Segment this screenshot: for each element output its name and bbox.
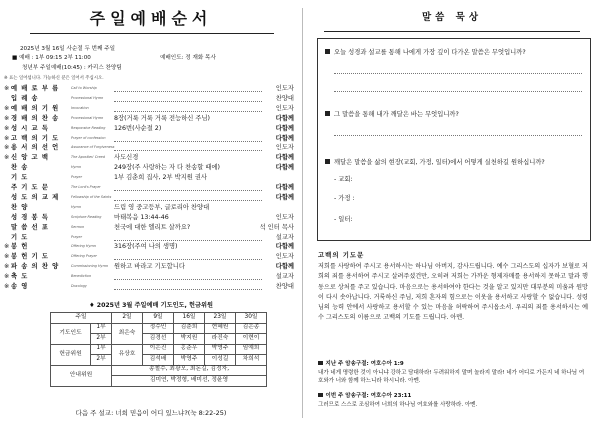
table-cell: 김미연, 박정형, 배미선, 정윤영 xyxy=(112,376,267,387)
order-item-english: Scripture Reading xyxy=(71,214,102,219)
order-item-english: Responsive Reading xyxy=(71,125,106,130)
table-header-row xyxy=(51,313,267,324)
table-header-cell: 30일 xyxy=(236,313,267,324)
table-row xyxy=(51,365,267,376)
church-answer[interactable] xyxy=(334,177,353,183)
order-item xyxy=(4,116,300,124)
order-item-name: 성 경 봉 독 xyxy=(11,213,49,221)
order-item-name: 예 배 로 부 름 xyxy=(11,85,60,92)
table-cell: 이성길 xyxy=(205,355,236,366)
home-label: - 가정 : xyxy=(334,195,355,202)
youth-service-line: 청년부 주일예배(10:45) : 카리스 찬양팀 xyxy=(22,65,122,71)
order-item-leader: 석 인터 목사 xyxy=(259,223,294,231)
service-times: ■ 예배 : 1부 09:15 2부 11:00 xyxy=(12,55,91,61)
part-label: 2부 xyxy=(91,334,112,345)
table-cell: 홍준우 xyxy=(174,344,205,355)
table-header-cell: 2일 xyxy=(112,313,143,324)
order-item-name: 봉 헌 기 도 xyxy=(11,253,49,261)
confession-prayer-title: 고백의 기도문 xyxy=(318,251,365,259)
table-cell: 김은종 xyxy=(236,323,267,334)
order-item-name: 말 씀 선 포 xyxy=(11,223,49,231)
order-item-name: 기 도 xyxy=(11,233,29,241)
order-item-english: Processional Hymn xyxy=(71,115,104,120)
dotted-leader xyxy=(114,150,262,151)
square-bullet-icon xyxy=(318,361,323,366)
table-cell: 이은진 xyxy=(143,344,174,355)
answer-line[interactable] xyxy=(334,73,582,74)
this-week-verse-text: 그러므로 스스로 조심하여 너희의 하나님 여호와를 사랑하라. 아멘. xyxy=(318,401,478,408)
meditation-divider xyxy=(324,31,580,32)
order-item-mark: ※ xyxy=(4,243,10,251)
order-item-content: 마태복음 13:44-46 xyxy=(114,213,169,221)
confession-prayer-text: 저희를 사랑하여 주시고 용서하시는 하나님 아버지, 감사드립니다. 예수 그리스도의 십자가 보혈로 저희의 죄를 용서하여 주시고 살려주셨건만, 오히려 저희는 가까운 형제자매를 용서하지 못하고 말과 행동으로 상처를 주고 있습니다. 마음으로는 용서하여야 한다는 것을 알고 있지만 대부분의 미움과 원망이 다시 솟아납니다. 거룩하신 주님, 저희 혼자의 힘으로는 이웃을 용서하고 사랑할 수 없습니다. 성령님의 능력 안에서 사랑하고 용서할 수 있는 마음을 허락하여 주시옵소서. 우리의 죄를 용서하시는 예수 그리스도의 이름으로 고백의 기도를 드립니다. 아멘. xyxy=(318,263,588,322)
order-item-leader: 설교자 xyxy=(275,273,294,281)
table-cell: 김춘희 xyxy=(174,323,205,334)
order-item-leader: 다함께 xyxy=(275,134,294,142)
order-item-english: Prayer of confession xyxy=(71,135,106,140)
order-item-english: The Apostles' Creed xyxy=(71,155,105,160)
meditation-box xyxy=(317,38,591,241)
order-item xyxy=(4,126,300,134)
order-item-leader: 다함께 xyxy=(275,154,294,162)
work-answer[interactable] xyxy=(334,217,353,223)
question-2-text: 그 말씀을 통해 내가 깨달은 바는 무엇입니까? xyxy=(334,111,459,118)
order-item xyxy=(4,155,300,163)
order-item-name: 용 서 의 선 언 xyxy=(11,144,60,152)
work-label: - 일터: xyxy=(334,216,353,223)
table-cell: 차희석 xyxy=(236,355,267,366)
column-divider xyxy=(302,8,303,418)
meditation-title: 말씀 묵상 xyxy=(421,12,482,23)
dotted-leader xyxy=(114,101,262,102)
order-item xyxy=(4,264,300,272)
table-header-cell: 9일 xyxy=(143,313,174,324)
order-item-leader: 다함께 xyxy=(275,124,294,132)
last-week-verse-head xyxy=(318,360,588,369)
table-cell: 박영주 xyxy=(205,344,236,355)
order-item-mark: ※ xyxy=(4,85,10,92)
question-2 xyxy=(325,111,459,118)
order-item-english: Offering Hymn xyxy=(71,244,96,249)
order-item-leader: 다함께 xyxy=(275,164,294,172)
order-item xyxy=(4,284,300,292)
order-item-content: 원하고 바라고 기도합니다 xyxy=(114,263,185,271)
order-item-english: Assurance of Forgiveness xyxy=(71,145,115,150)
order-item-leader: 다함께 xyxy=(275,243,294,251)
order-item-mark: ※ xyxy=(4,114,10,122)
answer-line[interactable] xyxy=(334,135,582,136)
order-item-mark: ※ xyxy=(4,253,10,261)
order-item-name: 예 배 의 기 원 xyxy=(11,104,60,112)
verse-head: 지난 주 암송구절: 여호수아 1:9 xyxy=(325,361,404,367)
order-item xyxy=(4,96,300,104)
square-bullet-icon xyxy=(325,49,330,54)
table-cell: 유상호 xyxy=(112,344,143,365)
order-item xyxy=(4,205,300,213)
table-cell: 김석배 xyxy=(143,355,174,366)
order-item xyxy=(4,254,300,262)
dotted-leader xyxy=(114,259,262,260)
meditation-panel xyxy=(304,0,600,423)
order-item-english: Commissioning Hymn xyxy=(71,264,109,269)
dotted-leader xyxy=(114,91,262,92)
last-week-verse xyxy=(318,360,588,386)
dotted-leader xyxy=(114,141,262,142)
table-header-cell: 주일 xyxy=(51,313,112,324)
order-item-leader: 인도자 xyxy=(275,253,294,261)
answer-line[interactable] xyxy=(334,91,582,92)
order-item-leader: 인도자 xyxy=(275,144,294,152)
order-item-leader: 다함께 xyxy=(275,263,294,271)
order-item-english: Invocation xyxy=(71,105,89,110)
order-item-english: Offering Prayer xyxy=(71,254,97,259)
order-item-name: 입 례 송 xyxy=(11,94,39,102)
part-label: 1부 xyxy=(91,323,112,334)
table-cell: 박지원 xyxy=(174,334,205,345)
table-cell: 송철수, 최광오, 최돈길, 김정자, xyxy=(112,365,267,376)
order-item xyxy=(4,136,300,144)
order-item-content: 8장(거룩 거룩 거룩 전능하신 주님) xyxy=(114,114,211,122)
standing-notice: ※ 표는 일어섭니다. 가능하신 분은 일어서 주십시오. xyxy=(4,76,104,81)
table-cell: 정수민 xyxy=(143,323,174,334)
home-answer[interactable] xyxy=(334,196,355,202)
order-item-english: The Lord's Prayer xyxy=(71,185,101,189)
order-item-english: Hymn xyxy=(71,165,82,170)
order-item-name: 축 도 xyxy=(11,273,29,281)
order-item xyxy=(4,165,300,173)
page-title: 주일예배순서 xyxy=(89,9,213,28)
dotted-leader xyxy=(114,279,262,280)
order-item-mark: ※ xyxy=(4,124,10,132)
question-1-text: 오늘 성경과 설교를 통해 나에게 가장 깊이 다가온 말씀은 무엇입니까? xyxy=(334,49,526,56)
order-item-name: 고 백 의 기 도 xyxy=(11,134,60,142)
order-item xyxy=(4,145,300,153)
order-item-english: Benediction xyxy=(71,274,92,279)
church-label: - 교회: xyxy=(334,176,353,183)
square-bullet-icon xyxy=(325,159,330,164)
order-item xyxy=(4,274,300,282)
order-item xyxy=(4,215,300,223)
prayer-offering-schedule xyxy=(50,312,267,387)
dotted-leader xyxy=(114,289,262,290)
order-item xyxy=(4,225,300,233)
order-item xyxy=(4,86,300,94)
order-item-name: 성 시 교 독 xyxy=(11,124,49,132)
order-item-english: Doxology xyxy=(71,284,87,288)
order-item xyxy=(4,244,300,252)
order-item-english: Prayer xyxy=(71,234,83,239)
square-bullet-icon xyxy=(325,111,330,116)
table-row xyxy=(51,344,267,355)
order-item-leader: 찬양대 xyxy=(275,94,294,102)
order-item xyxy=(4,185,300,193)
order-item xyxy=(4,175,300,183)
row-label: 헌금위원 xyxy=(51,344,91,365)
order-item-content: 316장(주여 나의 생명) xyxy=(114,243,178,251)
order-item-leader: 다함께 xyxy=(275,114,294,122)
square-bullet-icon xyxy=(318,393,323,398)
question-1 xyxy=(325,49,526,56)
order-item-leader: 설교자 xyxy=(275,233,294,241)
order-item-name: 봉 헌 xyxy=(11,243,29,251)
order-item-english: Prayer xyxy=(71,175,83,180)
order-item-leader: 인도자 xyxy=(275,85,294,92)
order-item-content: 126번(사순절 2) xyxy=(114,124,162,132)
order-item xyxy=(4,195,300,203)
order-item-leader: 인도자 xyxy=(275,104,294,112)
this-week-verse-head xyxy=(318,392,588,401)
question-3 xyxy=(325,159,545,166)
table-cell: 현혜원 xyxy=(205,323,236,334)
order-item-mark: ※ xyxy=(4,104,10,112)
order-item-name: 송 영 xyxy=(11,283,29,290)
order-item-english: Sermon xyxy=(71,224,85,229)
order-item-leader: 찬양대 xyxy=(275,283,294,290)
order-item-mark: ※ xyxy=(4,154,10,162)
dotted-leader xyxy=(114,240,262,241)
table-header-cell: 23일 xyxy=(205,313,236,324)
schedule-title: ♦ 2025년 3월 주일예배 기도인도, 헌금위원 xyxy=(89,302,213,309)
order-item-content: 사도신경 xyxy=(114,154,139,162)
worship-leader: 예배인도: 정 재화 목사 xyxy=(160,55,216,61)
row-label: 기도인도 xyxy=(51,323,91,344)
table-row xyxy=(51,323,267,334)
table-cell: 김경선 xyxy=(143,334,174,345)
order-item-name: 주 기 도 문 xyxy=(11,184,49,191)
order-item-mark: ※ xyxy=(4,263,10,271)
order-item-english: Call to Worship xyxy=(71,86,97,90)
table-cell: 최은숙 xyxy=(112,323,143,344)
order-item-name: 경 배 의 찬 송 xyxy=(11,114,60,122)
order-item-name: 파 송 의 찬 양 xyxy=(11,263,60,271)
question-3-text: 깨달은 말씀을 삶의 현장(교회, 가정, 일터)에서 어떻게 실천하길 원하십니까? xyxy=(334,159,545,166)
row-label: 안내위원 xyxy=(51,365,112,386)
order-item-leader: 다함께 xyxy=(275,184,294,191)
order-item-name: 기 도 xyxy=(11,174,29,182)
order-item-name: 신 앙 고 백 xyxy=(11,154,49,162)
verse-head: 이번 주 암송구절: 여호수아 23:11 xyxy=(325,393,412,399)
order-item xyxy=(4,235,300,243)
order-item-leader: 인도자 xyxy=(275,213,294,221)
order-item-content: 드림 영 중고등부, 글로리아 찬양대 xyxy=(114,203,210,211)
order-item-content: 249장(주 사랑하는 자 다 찬송할 때에) xyxy=(114,164,221,172)
this-week-verse xyxy=(318,392,588,409)
part-label: 1부 xyxy=(91,344,112,355)
table-cell: 이현이 xyxy=(236,334,267,345)
part-label: 2부 xyxy=(91,355,112,366)
order-item-name: 찬 송 xyxy=(11,164,29,172)
table-cell: 박영주 xyxy=(174,355,205,366)
order-item xyxy=(4,106,300,114)
order-item-content: 1부 김춘희 집사, 2부 박지원 권사 xyxy=(114,174,208,182)
table-cell: 라진숙 xyxy=(205,334,236,345)
table-header-cell: 16일 xyxy=(174,313,205,324)
order-item-name: 찬 양 xyxy=(11,203,29,211)
order-item-mark: ※ xyxy=(4,273,10,281)
title-divider xyxy=(30,33,274,34)
order-item-mark: ※ xyxy=(4,283,10,290)
order-item-mark: ※ xyxy=(4,134,10,142)
order-item-content: 천국에 대한 엘리트 살까요? xyxy=(114,223,191,231)
table-cell: 임예희 xyxy=(236,344,267,355)
dotted-leader xyxy=(114,111,262,112)
dotted-leader xyxy=(114,200,262,201)
last-week-verse-text: 내가 네게 명령한 것이 아니냐 강하고 담대하라! 두려워하지 말며 놀라지 말라! 네가 어디로 가든지 네 하나님 여호와가 너와 함께 하느니라 하시니라. 아멘. xyxy=(318,369,585,384)
next-sermon: 다음 주 설교: 너희 믿음이 어디 있느냐?(눅 8:22-25) xyxy=(75,409,227,417)
order-item-name: 성 도 의 교 제 xyxy=(11,193,60,201)
order-item-english: Hymn xyxy=(71,204,82,209)
date-line: 2025년 3월 16일 사순절 두 번째 주일 xyxy=(20,46,116,52)
order-item-leader: 다함께 xyxy=(275,193,294,201)
order-item-english: Fellowship of the Saints xyxy=(71,194,112,199)
order-item-english: Processional Hymn xyxy=(71,95,104,100)
dotted-leader xyxy=(114,190,262,191)
order-item-mark: ※ xyxy=(4,144,10,152)
